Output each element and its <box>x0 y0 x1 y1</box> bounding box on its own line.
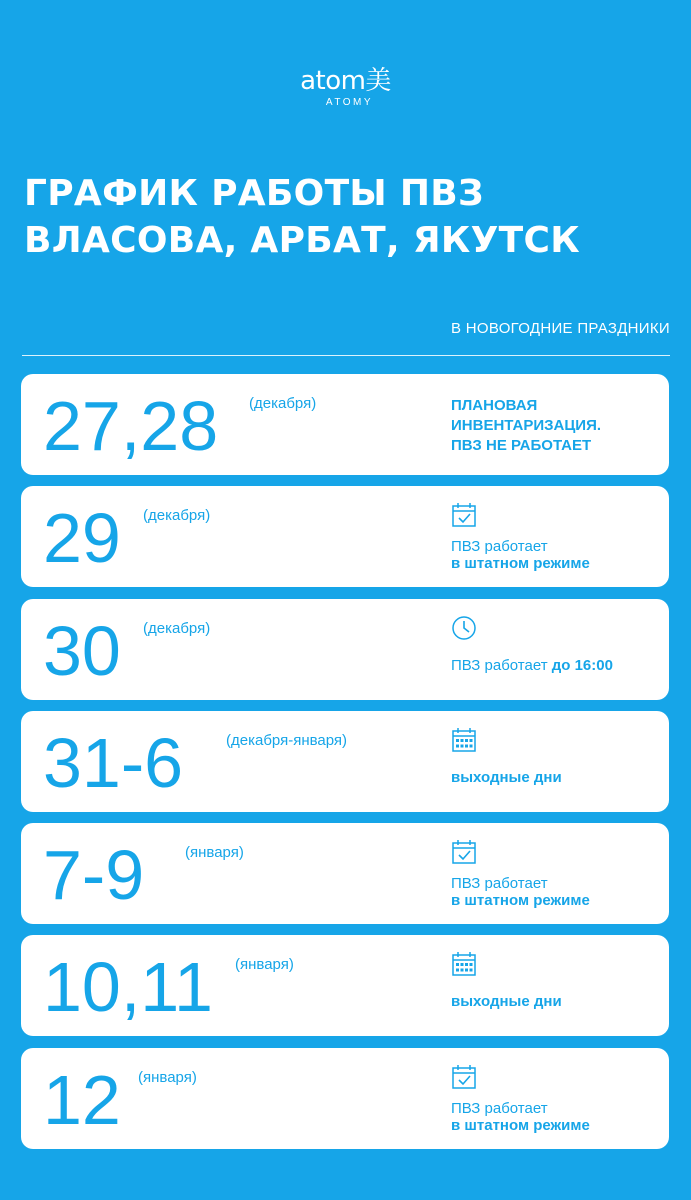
schedule-card-30 <box>21 599 669 700</box>
date-number: 30 <box>43 611 121 690</box>
status-text <box>451 396 601 456</box>
atomy-logo <box>0 66 691 109</box>
status-line: ПВЗ работает <box>451 538 548 556</box>
status-line: ПЛАНОВАЯ <box>451 397 538 414</box>
date-number: 12 <box>43 1060 121 1139</box>
status-text <box>451 875 590 909</box>
logo-wordmark: atom美 <box>300 66 391 96</box>
title-line-2: ВЛАСОВА, АРБАТ, ЯКУТСК <box>24 220 580 261</box>
status-line: ПВЗ НЕ РАБОТАЕТ <box>451 437 592 454</box>
page-subtitle: В НОВОГОДНИЕ ПРАЗДНИКИ <box>451 320 670 337</box>
divider <box>22 355 670 356</box>
page-title <box>24 170 664 264</box>
calendar-check-icon <box>451 502 477 528</box>
schedule-card-7-9 <box>21 823 669 924</box>
date-number: 27,28 <box>43 387 219 465</box>
status-text <box>451 1100 590 1134</box>
status-text <box>451 538 590 572</box>
status-line: ПВЗ работает <box>451 1099 548 1117</box>
schedule-card-27-28 <box>21 374 669 475</box>
schedule-list <box>21 374 669 1160</box>
calendar-check-icon <box>451 1064 477 1090</box>
month-label: (января) <box>185 844 244 862</box>
calendar-grid-icon <box>451 951 477 977</box>
status-text <box>451 657 613 674</box>
status-line-bold: в штатном режиме <box>451 555 590 573</box>
status-text: выходные дни <box>451 768 562 786</box>
status-line: ПВЗ работает <box>451 875 548 893</box>
schedule-card-29 <box>21 486 669 587</box>
month-label: (января) <box>235 956 294 974</box>
logo-subtext: ATOMY <box>325 97 374 108</box>
month-label: (декабря-января) <box>226 731 348 749</box>
calendar-check-icon <box>451 839 477 865</box>
schedule-card-31-6 <box>21 711 669 812</box>
date-number: 10,11 <box>43 948 213 1027</box>
calendar-grid-icon <box>451 727 477 753</box>
status-text: выходные дни <box>451 993 562 1011</box>
status-bold: до 16:00 <box>551 656 613 674</box>
status-line-bold: в штатном режиме <box>451 892 590 910</box>
month-label: (января) <box>138 1068 197 1086</box>
clock-icon <box>451 615 477 641</box>
date-number: 29 <box>43 499 121 578</box>
status-line-bold: в штатном режиме <box>451 1116 590 1134</box>
schedule-card-12 <box>21 1048 669 1149</box>
title-line-1: ГРАФИК РАБОТЫ ПВЗ <box>24 173 484 214</box>
month-label: (декабря) <box>249 395 317 412</box>
month-label: (декабря) <box>143 507 211 525</box>
status-normal: ПВЗ работает <box>451 656 552 674</box>
status-line: ИНВЕНТАРИЗАЦИЯ. <box>451 417 602 434</box>
month-label: (декабря) <box>143 619 211 637</box>
date-number: 31-6 <box>43 723 184 802</box>
schedule-card-10-11 <box>21 935 669 1036</box>
date-number: 7-9 <box>43 836 145 915</box>
